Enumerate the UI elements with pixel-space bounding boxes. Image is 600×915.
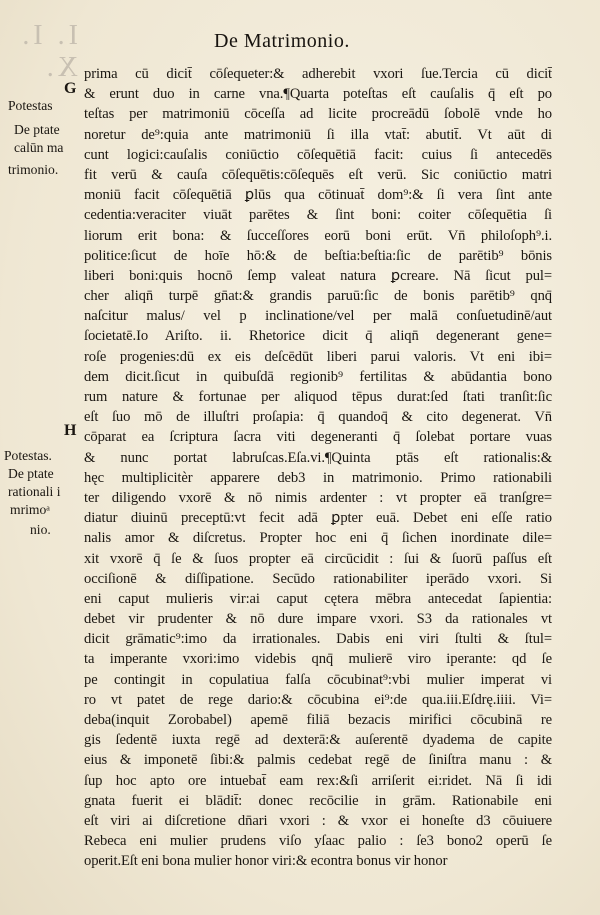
text-line: debet vir prudenter & nō dure impare vxori. S3 da rationales vt [84, 611, 552, 628]
text-line: roſe progenies:dū ex eis deſcēdūt liberi parui valoris. Vt eni ibi= [84, 348, 552, 365]
margin-note-calumnia: calūn ma [14, 140, 64, 155]
text-line: nalis amor & diſcretus. Propter hoc eni q̄ ſichen inordinate dile= [84, 530, 552, 547]
text-line: occiſionē & diſſipatione. Secūdo rationabiliter iperādo vxori. Si [84, 570, 552, 587]
margin-note-potestas: Potestas [8, 98, 53, 113]
text-line: pe contingit in copulatiua falſa cōcubinat⁹:vbi mulier imperat vi [84, 671, 552, 688]
text-line: eius & imponetē ſibi:& palmis cedebat regē de ſiniſtra manu : & [84, 752, 552, 769]
text-line: cunt logici:cauſalis coniūctio cōſequētiā facit: cuius ſi antecedēs [84, 146, 552, 163]
text-line: teſtas per matrimoniū cōceſſa ad licite procreādū ſobolē vnde ho [84, 106, 552, 123]
text-line: & nunc portat labruſcas.Eſa.vi.¶Quinta ptās eſt rationalis:& [84, 449, 552, 466]
text-line: dicit grāmatic⁹:imo da irrationales. Dabis eni viri ſtulti & ſtul= [84, 631, 552, 648]
main-text-block [84, 64, 552, 872]
margin-note-nio: nio. [30, 522, 51, 537]
text-line: moniū facit cōſequētiā ꝑlūs qua cōtinuat̄ dom⁹:& ſi vera ſint ante [84, 187, 552, 204]
text-line: deba(inquit Zorobabel) apemē filiā bezacis mirifici cōcubinā re [84, 712, 552, 728]
text-line: cedentia:veraciter viuāt parētes & ſint boni: coiter cōſequētia ſi [84, 207, 552, 224]
running-head: De Matrimonio. [214, 30, 350, 52]
text-line: rum nature & fortunae per aliquod tēpus durat:ſed ſtati tranſit:ſic [84, 389, 552, 405]
text-line: eni caput mulieris vir:ai caput cętera mēbra antecedat ſapientia: [84, 590, 552, 607]
margin-note-mrimoi: mrimoᵃ [10, 502, 50, 517]
text-line: ſup hoc apto ore intuebat̄ eam rex:&ſi arriſerit ei:ridet. Nā ſi idi [84, 772, 552, 789]
text-line: ſocietatē.Io Ariſto. ii. Rhetorice dicit q̄ aliqn̄ degenerant gene= [84, 328, 552, 345]
text-line: gis ſedentē iuxta regē ad dexterā:& auſerentē dyadema de capite [84, 732, 552, 749]
margin-note-de-ptate: De ptate [14, 122, 60, 137]
text-line: gnata fuerit ei blādit̄: donec recōcilie in grām. Rationabile eni [84, 792, 552, 809]
text-line: naſcitur malus/ vel p inclinatione/vel per malā conſuetudinē/aut [84, 308, 552, 325]
text-line: eſt viri ai diſcretione dn̄ari vxori : & vxor ei honeſte d3 cōuiuere [84, 812, 552, 829]
text-line: dem dicit.ſicut in quibuſdā regionib⁹ fertilitas & abūdantia bono [84, 368, 552, 385]
text-line: cher aliqn̄ turpē gn̄at:& grandis paruū:ſic de bonis parētib⁹ qnq̄ [84, 288, 552, 305]
text-line: cōparat ea ſcriptura ſacra viti degeneranti q̄ ſolebat portare vuas [84, 429, 552, 446]
guide-letter-h: H [64, 422, 77, 439]
text-line: ro vt patet de rege dario:& cōcubina ei⁹:de qua.iii.Eſdrę.iiii. Vi= [84, 691, 552, 708]
text-line: Rebeca eni mulier prudens viſo yſaac palio : ſe3 bono2 operū ſe [84, 833, 552, 850]
margin-note-rationali: rationali i [8, 484, 61, 499]
text-line: eſt ſuo mō de illuſtri proſapia: q̄ quandoq̄ & cito degenerat. Vn̄ [84, 409, 552, 426]
text-line: prima cū dicit̄ cōſequeter:& adherebit vxori ſue.Tercia cū dicit̄ [84, 66, 552, 82]
text-line: ta imperante vxori:imo videbis qnq̄ mulierē viro iperante: qd ſe [84, 651, 552, 668]
text-line: liorum erit bona: & ſucceſſores eorū boni erūt. Vn̄ philoſoph⁹.i. [84, 227, 552, 244]
text-line: liberi boni:quis hocnō ſemp valeat natura ꝑcreare. Nā ſicut pul= [84, 267, 552, 284]
text-line: xit vxorē q̄ ſe & ſuos propter eā circūcidit : ſui & ſuorū paſſus eſt [84, 550, 552, 567]
text-line: noretur de⁹:quia ante matrimoniū ſi illa vtat̄: abutit̄. Vt aūt di [84, 126, 552, 143]
folio-mark: I. I. X. [18, 20, 78, 83]
margin-note-trimonio: trimonio. [8, 162, 59, 177]
margin-note-de-ptate-2: De ptate [8, 466, 54, 481]
text-line: fit verū & cauſa cōſequētis:cōſequēs eſt verū. Sic coniūctio matri [84, 166, 552, 183]
text-line: operit.Eſt eni bona mulier honor viri:& econtra bonus vir honor [84, 853, 448, 870]
text-line: diatur diuinū preceptū:vt fecit adā ꝑpter euā. Debet eni eſſe ratio [84, 510, 552, 527]
text-line: hęc multiplicitèr apparere deb3 in matrimonio. Primo rationabili [84, 469, 552, 486]
text-line: ter diligendo vxorē & nō nimis ardenter : vt propter eā tranſgre= [84, 489, 552, 506]
text-line: politice:ſicut de hoīe hō:& de beſtia:beſtia:ſic de parētib⁹ bōnis [84, 247, 552, 264]
guide-letter-g: G [64, 80, 77, 97]
text-line: & erunt duo in carne vna.¶Quarta poteſtas eſt cauſalis q̄ eſt po [84, 86, 552, 103]
margin-note-potestas-2: Potestas. [4, 448, 52, 463]
